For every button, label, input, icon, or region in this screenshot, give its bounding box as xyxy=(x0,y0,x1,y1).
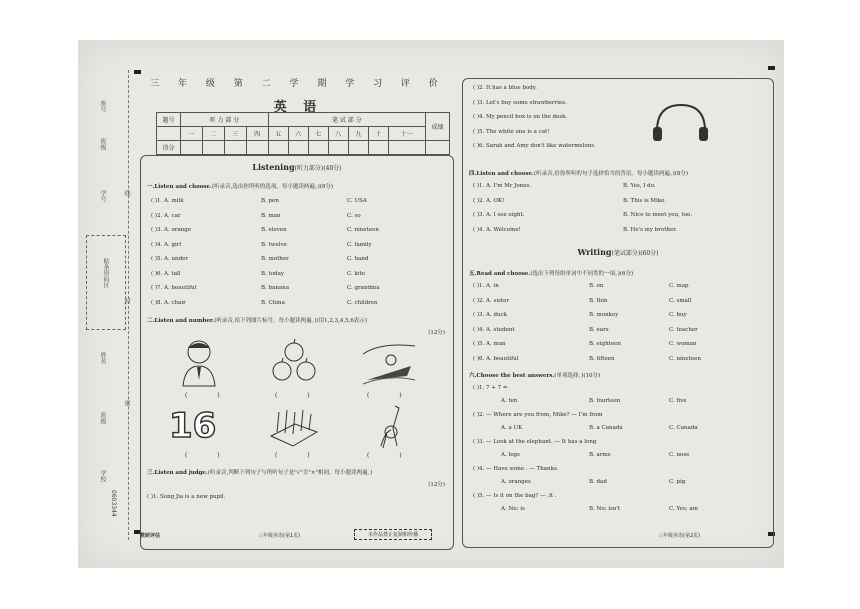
binding-label: 班级 xyxy=(99,412,106,424)
section-3-heading xyxy=(147,468,372,476)
question-number: 八 xyxy=(328,127,348,141)
page-number-1: 三年级英语(第1页) xyxy=(258,533,301,539)
question-option[interactable]: C. nineteen xyxy=(669,355,701,362)
binding-label: 姓名 xyxy=(99,352,106,364)
barcode-number: 0603344 xyxy=(110,490,117,517)
exam-subject: 英 语 xyxy=(273,100,323,115)
question-option-a[interactable]: ( )3. A. orange xyxy=(151,227,192,233)
question-option[interactable]: B. dad xyxy=(589,479,607,485)
judge-item xyxy=(473,129,783,139)
score-cell[interactable] xyxy=(246,141,268,155)
mc-question xyxy=(473,412,783,422)
section-5-title: 五.Read and choose. xyxy=(469,271,531,277)
mc-options xyxy=(463,398,773,408)
question-option[interactable]: C. buy xyxy=(669,312,687,318)
choice-row xyxy=(141,256,453,266)
question-option-a[interactable]: ( )8. A. chair xyxy=(151,299,186,306)
question-option[interactable]: B. fifteen xyxy=(589,355,615,362)
choice-row xyxy=(141,271,453,281)
section-2-points: (12分) xyxy=(428,330,445,336)
headphones-picture xyxy=(651,101,709,143)
score-row-label: 得分 xyxy=(157,141,181,155)
binding-line xyxy=(128,70,129,540)
question-option-a[interactable]: ( )2. A. sister xyxy=(473,297,510,304)
question-option-a[interactable]: A. oranges xyxy=(501,479,531,485)
question-option-a[interactable]: ( )7. A. beautiful xyxy=(151,285,197,291)
judge-item-text: ( )3. Let's buy some strawberries. xyxy=(473,99,567,106)
score-cell[interactable] xyxy=(224,141,246,155)
judge-item-text: ( )1. Song Jia is a new pupil. xyxy=(147,494,226,500)
question-option[interactable]: B. thin xyxy=(589,297,608,304)
judge-item-text: ( )5. The white one is a cat! xyxy=(473,128,550,135)
question-option[interactable]: B. today xyxy=(261,270,284,277)
question-option-a[interactable]: A. a UK xyxy=(501,425,523,431)
question-option-a[interactable]: A. legs xyxy=(501,452,520,458)
judge-item xyxy=(147,494,459,504)
mc-question xyxy=(473,439,783,449)
mc-options xyxy=(463,479,773,489)
score-cell[interactable] xyxy=(348,141,368,155)
pencil-box-picture xyxy=(265,406,321,450)
question-option[interactable]: C. Yes; am xyxy=(669,506,698,512)
question-option[interactable]: C. so xyxy=(347,212,361,219)
section-6-title: 六.Choose the best answers. xyxy=(469,373,555,379)
odd-one-out-row xyxy=(463,312,773,322)
registration-mark xyxy=(768,66,775,70)
writing-points: (60分) xyxy=(640,250,659,257)
question-option[interactable]: B. a Canada xyxy=(589,425,623,431)
question-option[interactable]: B. arms xyxy=(589,452,611,458)
section-2-heading xyxy=(147,316,367,324)
mc-question xyxy=(473,493,783,503)
question-option-a[interactable]: ( )1. A. milk xyxy=(151,198,184,204)
left-page xyxy=(138,70,458,550)
section-3-points: (12分) xyxy=(428,482,445,488)
listening-section xyxy=(140,155,454,550)
odd-one-out-row xyxy=(463,341,773,351)
answer-paren[interactable]: ( ) xyxy=(185,392,234,399)
answer-paren[interactable]: ( ) xyxy=(185,452,234,459)
question-option-a[interactable]: A. No; is xyxy=(501,506,525,512)
question-number: 九 xyxy=(348,127,368,141)
giraffe-picture xyxy=(369,402,409,452)
response-row xyxy=(463,212,773,222)
binding-label: 座号 xyxy=(99,100,106,112)
question-option[interactable]: B. mother xyxy=(261,256,289,262)
barcode-area xyxy=(86,235,126,330)
mc-question-text: ( )4. — Have some . — Thanks. xyxy=(473,466,559,472)
apples-picture xyxy=(269,338,319,386)
question-option[interactable]: C. Canada xyxy=(669,425,698,431)
question-option[interactable]: C. woman xyxy=(669,341,697,347)
score-header-cell: 成绩 xyxy=(426,113,450,141)
judge-item xyxy=(473,143,783,153)
question-option[interactable]: B. No; isn't xyxy=(589,506,621,512)
question-option[interactable]: B. He's my brother. xyxy=(623,226,677,233)
judge-item-text: ( )4. My pencil box is on the desk. xyxy=(473,114,568,120)
choice-row xyxy=(141,198,453,208)
question-option[interactable]: B. fourteen xyxy=(589,398,621,404)
score-cell[interactable] xyxy=(308,141,328,155)
question-option[interactable]: B. monkey xyxy=(589,312,619,318)
question-number: 四 xyxy=(246,127,268,141)
score-cell[interactable] xyxy=(288,141,308,155)
question-option[interactable]: C. five xyxy=(669,398,687,404)
judge-item xyxy=(473,100,783,110)
question-option-a[interactable]: A. ten xyxy=(501,398,518,404)
question-number: 五 xyxy=(268,127,288,141)
binding-label: 学校 xyxy=(99,470,106,482)
judge-item xyxy=(473,114,783,124)
question-option[interactable]: C. hand xyxy=(347,256,369,262)
question-option[interactable]: C. nose xyxy=(669,452,690,458)
question-number: 六 xyxy=(288,127,308,141)
section-5-heading xyxy=(469,269,633,277)
boat-picture xyxy=(361,336,417,388)
question-number: 三 xyxy=(224,127,246,141)
binding-label: 学号 xyxy=(99,190,106,202)
score-cell[interactable] xyxy=(426,141,450,155)
section-3-title: 三.Listen and judge. xyxy=(147,470,208,476)
writing-title xyxy=(463,247,773,257)
listening-title-en: Listening xyxy=(252,162,295,172)
question-option[interactable]: B. eighteen xyxy=(589,341,621,347)
copyright-stamp: 本作品禁止复制和传播 xyxy=(354,529,432,540)
mc-question xyxy=(473,385,783,395)
page-number-2: 三年级英语(第2页) xyxy=(658,533,701,539)
judge-item xyxy=(473,85,783,95)
question-option[interactable]: B. China xyxy=(261,299,285,306)
choice-row xyxy=(141,285,453,295)
choice-row xyxy=(141,213,453,223)
score-cell[interactable] xyxy=(388,141,425,155)
judge-item-text: ( )6. Sarah and Amy don't like watermelons. xyxy=(473,143,596,149)
exam-title: 三 年 级 第 二 学 期 学 习 评 价 xyxy=(150,79,446,89)
question-option-a[interactable]: ( )1. A. I'm Mr Jones. xyxy=(473,183,532,189)
section-1-desc: (听录音,选出你所听的选项。每小题读两遍。)(8分) xyxy=(211,184,334,190)
score-table xyxy=(156,112,450,155)
section-6-desc: (单项选择。)(10分) xyxy=(554,373,601,379)
section-2-desc: (听录音,给下列图片标号。每小题读两遍。)(用1,2,3,4,5,6表示) xyxy=(214,318,368,324)
odd-one-out-row xyxy=(463,356,773,366)
section-6-heading xyxy=(469,371,600,379)
line-marker: 线 xyxy=(123,190,130,196)
choice-row xyxy=(141,242,453,252)
score-cell[interactable] xyxy=(268,141,288,155)
section-4-heading xyxy=(469,169,688,177)
question-option[interactable]: C. USA xyxy=(347,198,367,204)
question-option-a[interactable]: ( )1. A. in xyxy=(473,283,499,289)
question-option-a[interactable]: ( )2. A. car xyxy=(151,212,181,219)
question-number: 二 xyxy=(202,127,224,141)
score-cell[interactable] xyxy=(202,141,224,155)
footer-left: 教研评估 xyxy=(140,533,161,539)
mc-options xyxy=(463,506,773,516)
score-cell[interactable] xyxy=(328,141,348,155)
question-option-a[interactable]: ( )3. A. I see eight. xyxy=(473,212,525,218)
answer-paren[interactable]: ( ) xyxy=(367,452,416,459)
man-picture xyxy=(179,336,219,388)
question-option-a[interactable]: ( )4. A. student xyxy=(473,326,515,333)
question-option[interactable]: B. man xyxy=(261,212,281,219)
answer-paren[interactable]: ( ) xyxy=(367,392,416,399)
answer-paren[interactable]: ( ) xyxy=(275,392,324,399)
question-option[interactable]: B. Nice to meet you, too. xyxy=(623,212,693,218)
question-option-a[interactable]: ( )5. A. man xyxy=(473,341,506,347)
question-option[interactable]: B. pen xyxy=(261,198,279,204)
question-number: 七 xyxy=(308,127,328,141)
question-option[interactable]: B. This is Mike. xyxy=(623,197,667,204)
question-option[interactable]: B. on xyxy=(589,283,604,289)
writing-title-cn: (笔试部分) xyxy=(611,250,641,257)
binding-strip xyxy=(78,40,128,568)
question-number: 十 xyxy=(368,127,388,141)
score-header-cell: 听 力 部 分 xyxy=(181,113,269,127)
mc-question-text: ( )1. 7 + 7 = xyxy=(473,385,508,391)
odd-one-out-row xyxy=(463,298,773,308)
question-option-a[interactable]: ( )2. A. OK! xyxy=(473,197,505,204)
writing-title-en: Writing xyxy=(577,247,612,257)
question-option[interactable]: C. map xyxy=(669,283,689,289)
question-option[interactable]: C. small xyxy=(669,297,692,304)
listening-title-cn: (听力部分) xyxy=(294,165,324,172)
question-option[interactable]: C. pig xyxy=(669,479,686,485)
answer-paren[interactable]: ( ) xyxy=(275,452,324,459)
section-3-desc: (听录音,判断下列句子与所听句子是"√"否"×"相同。每小题读两遍。) xyxy=(207,470,373,476)
score-cell[interactable] xyxy=(181,141,203,155)
section-5-desc: (选出下列每组单词中不同类的一项。)(6分) xyxy=(530,271,634,277)
question-option-a[interactable]: ( )3. A. duck xyxy=(473,312,507,318)
question-number: 十一 xyxy=(388,127,425,141)
binding-label: 班级 xyxy=(99,138,106,150)
question-option[interactable]: C. kite xyxy=(347,270,366,277)
question-option[interactable]: B. ears xyxy=(589,326,609,333)
odd-one-out-row xyxy=(463,283,773,293)
line-marker: 封 xyxy=(123,298,130,304)
question-option[interactable]: B. eleven xyxy=(261,227,287,233)
choice-row xyxy=(141,227,453,237)
question-number: 一 xyxy=(181,127,203,141)
mc-options xyxy=(463,452,773,462)
line-marker: 密 xyxy=(123,400,130,406)
listening-points: (40分) xyxy=(323,165,342,172)
mc-question xyxy=(473,466,783,476)
response-row xyxy=(463,183,773,193)
exam-paper xyxy=(78,40,784,568)
section-4-desc: (听录音,给你所听的句子选择恰当的答语。每小题读两遍。)(8分) xyxy=(533,171,689,177)
section-1-title: 一.Listen and choose. xyxy=(147,184,212,190)
right-page xyxy=(462,78,774,548)
score-header-cell: 题号 xyxy=(157,113,181,127)
question-option-a[interactable]: ( )5. A. under xyxy=(151,256,188,262)
response-row xyxy=(463,227,773,237)
question-option-a[interactable]: ( )4. A. Welcome! xyxy=(473,226,521,233)
mc-question-text: ( )5. — Is it on the bag? — ,it . xyxy=(473,493,557,499)
score-header-cell: 笔 试 部 分 xyxy=(268,113,425,127)
number-16-picture: 16 xyxy=(169,406,217,446)
question-option[interactable]: C. children xyxy=(347,299,378,306)
section-4-title: 四.Listen and choose. xyxy=(469,171,534,177)
section-1-heading xyxy=(147,182,333,190)
section-2-title: 二.Listen and number. xyxy=(147,318,215,324)
question-option[interactable]: C. nineteen xyxy=(347,227,379,233)
question-option-a[interactable]: ( )6. A. tall xyxy=(151,270,181,277)
score-cell[interactable] xyxy=(368,141,388,155)
listening-title xyxy=(141,162,453,172)
question-option[interactable]: B. twelve xyxy=(261,241,287,248)
question-option[interactable]: B. banana xyxy=(261,285,289,291)
question-option[interactable]: B. Yes, I do. xyxy=(623,183,656,189)
judge-item-text: ( )2. It has a blue body. xyxy=(473,85,537,91)
question-option-a[interactable]: ( )6. A. beautiful xyxy=(473,355,519,362)
mc-question-text: ( )2. — Where are you from, Mike? — I'm from xyxy=(473,412,603,418)
choice-row xyxy=(141,300,453,310)
response-row xyxy=(463,198,773,208)
question-option[interactable]: C. family xyxy=(347,241,372,248)
barcode-area-label: 贴条形码区 xyxy=(102,258,109,288)
mc-question-text: ( )3. — Look at the elephant. — It has a long xyxy=(473,439,597,445)
question-option-a[interactable]: ( )4. A. girl xyxy=(151,241,182,248)
mc-options xyxy=(463,425,773,435)
question-option[interactable]: C. grandma xyxy=(347,285,380,291)
question-option[interactable]: C. teacher xyxy=(669,326,698,333)
odd-one-out-row xyxy=(463,327,773,337)
